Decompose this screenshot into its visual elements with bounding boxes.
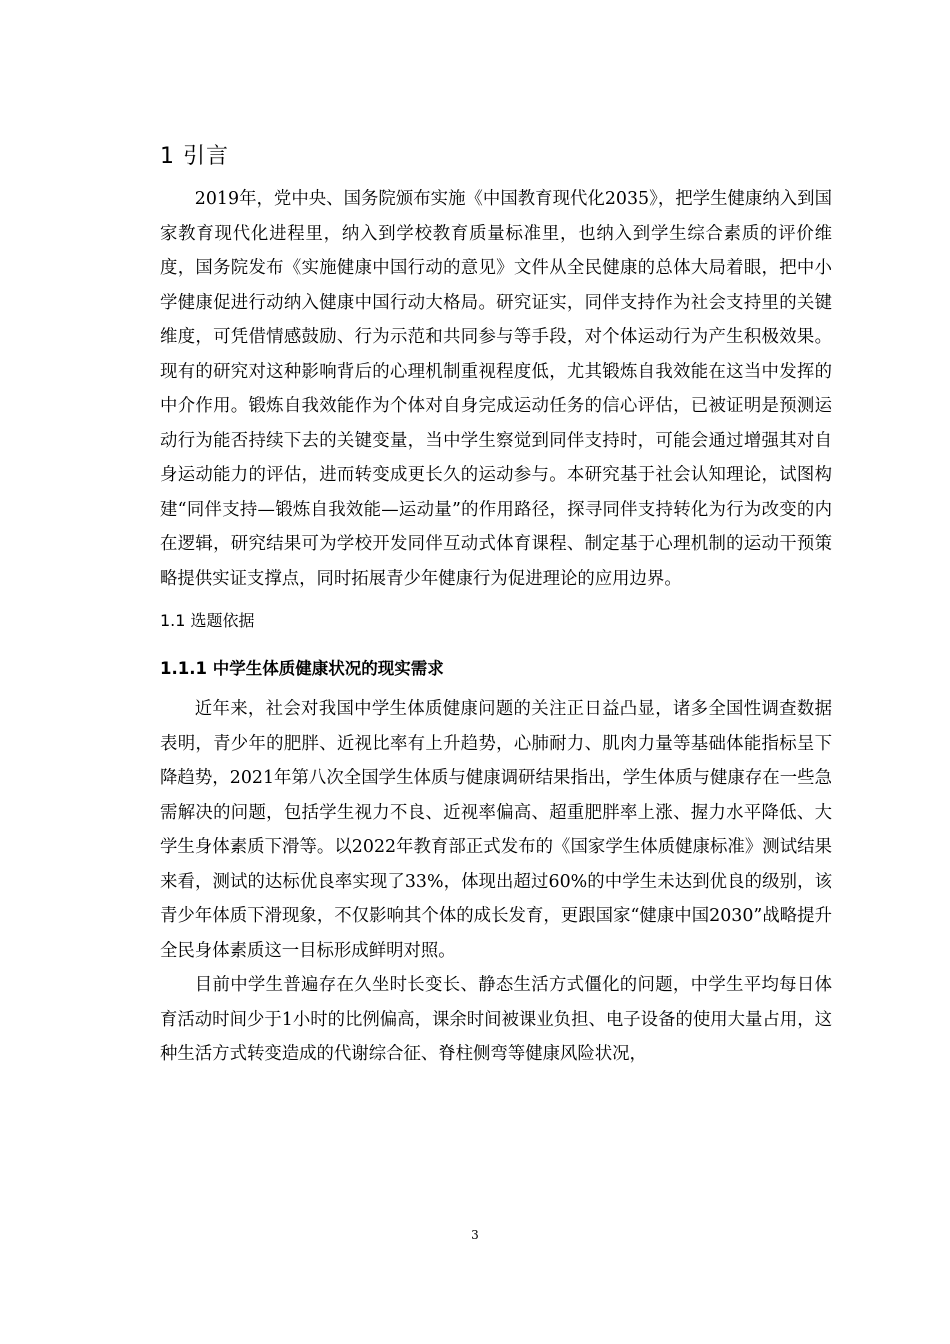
heading-introduction: 1 引言	[160, 144, 229, 169]
heading-topic-basis: 1.1 选题依据	[160, 611, 255, 630]
page-number: 3	[471, 1228, 479, 1242]
physical-health-paragraph: 近年来，社会对我国中学生体质健康问题的关注正日益凸显，诸多全国性调查数据表明，青少年的肥胖、近视比率有上升趋势，心肺耐力、肌肉力量等基础体能指标呈下降趋势，2021年第八次全国学生体质与健康调研结果指出，学生体质与健康存在一些急需解决的问题，包括学生视力不良、近视率偏高、超重肥胖率上涨、握力水平降低、大学生身体素质下滑等。以2022年教育部正式发布的《国家学生体质健康标准》测试结果来看，测试的达标优良率实现了33%，体现出超过60%的中学生未达到优良的级别，该青少年体质下滑现象，不仅影响其个体的成长发育，更跟国家“健康中国2030”战略提升全民身体素质这一目标形成鲜明对照。	[160, 699, 832, 961]
heading-physical-health-needs: 1.1.1 中学生体质健康状况的现实需求	[160, 659, 444, 678]
intro-paragraph: 2019年，党中央、国务院颁布实施《中国教育现代化2035》，把学生健康纳入到国家教育现代化进程里，纳入到学校教育质量标准里，也纳入到学生综合素质的评价维度，国务院发布《实施健康中国行动的意见》文件从全民健康的总体大局着眼，把中小学健康促进行动纳入健康中国行动大格局。研究证实，同伴支持作为社会支持里的关键维度，可凭借情感鼓励、行为示范和共同参与等手段，对个体运动行为产生积极效果。现有的研究对这种影响背后的心理机制重视程度低，尤其锻炼自我效能在这当中发挥的中介作用。锻炼自我效能作为个体对自身完成运动任务的信心评估，已被证明是预测运动行为能否持续下去的关键变量，当中学生察觉到同伴支持时，可能会通过增强其对自身运动能力的评估，进而转变成更长久的运动参与。本研究基于社会认知理论，试图构建“同伴支持—锻炼自我效能—运动量”的作用路径，探寻同伴支持转化为行为改变的内在逻辑，研究结果可为学校开发同伴互动式体育课程、制定基于心理机制的运动干预策略提供实证支撑点，同时拓展青少年健康行为促进理论的应用边界。	[160, 189, 832, 589]
sedentary-lifestyle-paragraph: 目前中学生普遍存在久坐时长变长、静态生活方式僵化的问题，中学生平均每日体育活动时间少于1小时的比例偏高，课余时间被课业负担、电子设备的使用大量占用，这种生活方式转变造成的代谢综合征、脊柱侧弯等健康风险状况，	[160, 975, 832, 1064]
page-content	[160, 138, 832, 1072]
